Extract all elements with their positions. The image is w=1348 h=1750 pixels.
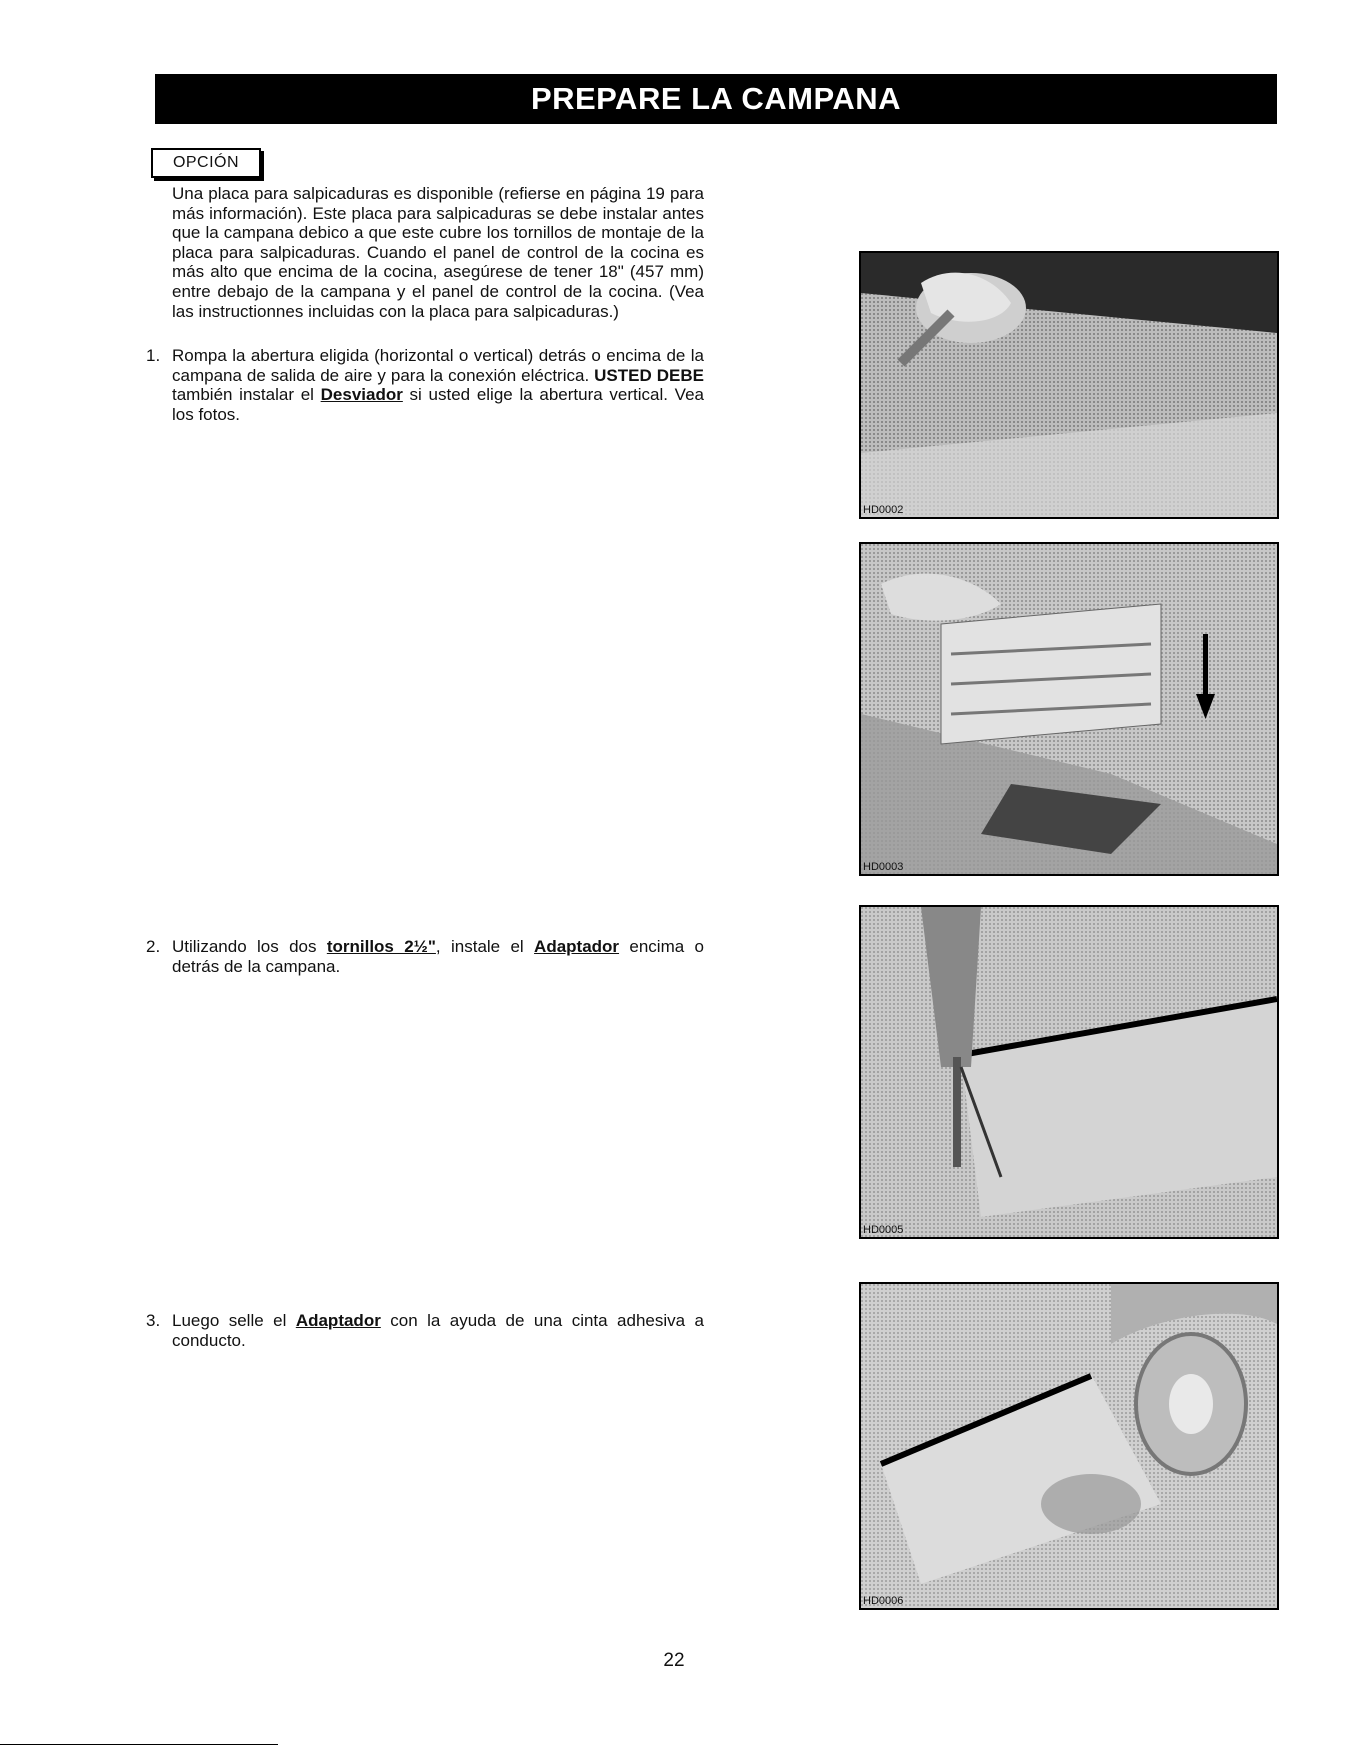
diverter-install-photo-with-down-arrow	[861, 544, 1277, 874]
footer-rule	[0, 1744, 278, 1745]
tornillos-link[interactable]: tornillos 2½"	[326, 937, 436, 956]
step-text: Utilizando los dos tornillos 2½", instale el Adaptador encima o detrás de la campana.	[172, 937, 704, 976]
step-number: 1.	[146, 346, 161, 365]
photo-caption: HD0006	[863, 1595, 904, 1607]
step-number: 3.	[146, 1311, 161, 1330]
option-badge: OPCIÓN	[151, 148, 261, 178]
desviador-link[interactable]: Desviador	[320, 385, 403, 405]
photo-hd0005	[859, 905, 1279, 1239]
step-text: Rompa la abertura eligida (horizontal o vertical) detrás o encima de la campana de salida de aire y para la conexión eléctrica. USTED DEBE también instalar el Desviador si usted elige la abertura vertical. Vea los fotos.	[172, 346, 704, 424]
photo-caption: HD0002	[863, 504, 904, 516]
photo-hd0002	[859, 251, 1279, 519]
adaptador-link[interactable]: Adaptador	[295, 1311, 381, 1330]
photo-caption: HD0005	[863, 1224, 904, 1236]
duct-tape-adapter-photo	[861, 1284, 1277, 1608]
step-number: 2.	[146, 937, 161, 956]
hand-knocking-out-opening-photo	[861, 253, 1277, 517]
page-title: PREPARE LA CAMPANA	[155, 74, 1277, 124]
step-text: Luego selle el Adaptador con la ayuda de una cinta adhesiva a conducto.	[172, 1311, 705, 1350]
photo-caption: HD0003	[863, 861, 904, 873]
photo-hd0006	[859, 1282, 1279, 1610]
photo-hd0003	[859, 542, 1279, 876]
adaptador-link[interactable]: Adaptador	[534, 937, 620, 956]
intro-paragraph: Una placa para salpicaduras es disponible (refierse en página 19 para más información). Este placa para salpicaduras se debe instalar antes que la campana debico a que este cubre los tornillos de montaje de la placa para salpicaduras. Cuando el panel de control de la cocina es más alto que encima de la cocina, asegúrese de tener 18" (457 mm) entre debajo de la campana y el panel de control de la cocina. (Vea las instructionnes incluidas con la placa para salpicaduras.)	[172, 184, 704, 321]
emphasis-text: USTED DEBE	[594, 365, 704, 385]
screwdriver-adapter-photo	[861, 907, 1277, 1237]
page-number: 22	[663, 1650, 685, 1671]
